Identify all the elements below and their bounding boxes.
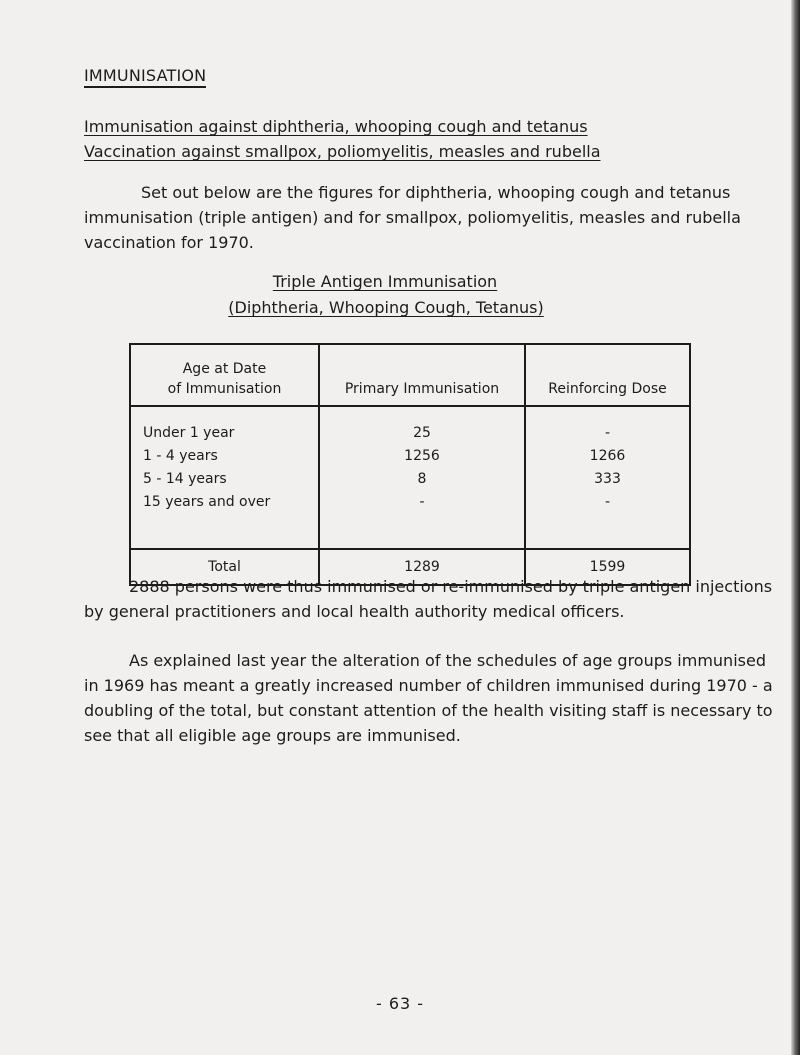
total-reinforcing: 1599: [525, 549, 690, 585]
header-age: [130, 344, 319, 406]
primary-column: [319, 406, 525, 549]
intro-paragraph: Set out below are the figures for diphtheria, whooping cough and tetanus immunisation (triple antigen) and for smallpox, poliomyelitis, measles and rubella vaccination for 1970.: [84, 183, 741, 252]
reinforcing-column: [525, 406, 690, 549]
reinforcing-cell: -: [604, 425, 611, 441]
reinforcing-cell: 333: [594, 471, 621, 487]
header-primary-label: Primary Immunisation: [344, 381, 500, 397]
age-column: [130, 406, 319, 549]
reinforcing-cell: 1266: [589, 448, 626, 464]
subheading-immunisation: Immunisation against diphtheria, whooping cough and tetanus: [84, 117, 588, 136]
table-body-row: [130, 406, 690, 549]
table-caption-title: Triple Antigen Immunisation: [272, 272, 498, 291]
total-primary: 1289: [319, 549, 525, 585]
triple-antigen-table: [129, 343, 691, 586]
age-cell: 15 years and over: [143, 494, 271, 510]
header-primary: [319, 344, 525, 406]
page-number: - 63 -: [375, 994, 425, 1013]
subheading-vaccination: Vaccination against smallpox, poliomyelitis, measles and rubella: [84, 142, 601, 161]
table-caption-subtitle: (Diphtheria, Whooping Cough, Tetanus): [228, 298, 544, 317]
page-edge-shadow: [791, 0, 800, 1055]
header-age-line1: Age at Date: [182, 361, 267, 377]
header-reinforcing-label: Reinforcing Dose: [548, 381, 667, 397]
primary-cell: 1256: [404, 448, 440, 464]
header-age-line2: of Immunisation: [167, 381, 282, 397]
age-cell: 5 - 14 years: [143, 471, 227, 487]
age-cell: 1 - 4 years: [143, 448, 218, 464]
page-heading: IMMUNISATION: [84, 66, 206, 88]
explanation-paragraph: As explained last year the alteration of the schedules of age groups immunised in 1969 has meant a greatly increased number of children immunised during 1970 - a doubling of the total, but constant attention of the health visiting staff is necessary to see that all eligible age groups are immunised.: [84, 651, 773, 745]
total-persons-paragraph: 2888 persons were thus immunised or re-immunised by triple antigen injections by general practitioners and local health authority medical officers.: [84, 577, 773, 621]
reinforcing-cell: -: [604, 494, 611, 510]
primary-cell: 25: [413, 425, 431, 441]
total-label: Total: [130, 549, 319, 585]
primary-cell: -: [419, 494, 425, 510]
primary-cell: 8: [417, 471, 427, 487]
header-reinforcing: [525, 344, 690, 406]
table-header-row: [130, 344, 690, 406]
age-cell: Under 1 year: [143, 425, 235, 441]
